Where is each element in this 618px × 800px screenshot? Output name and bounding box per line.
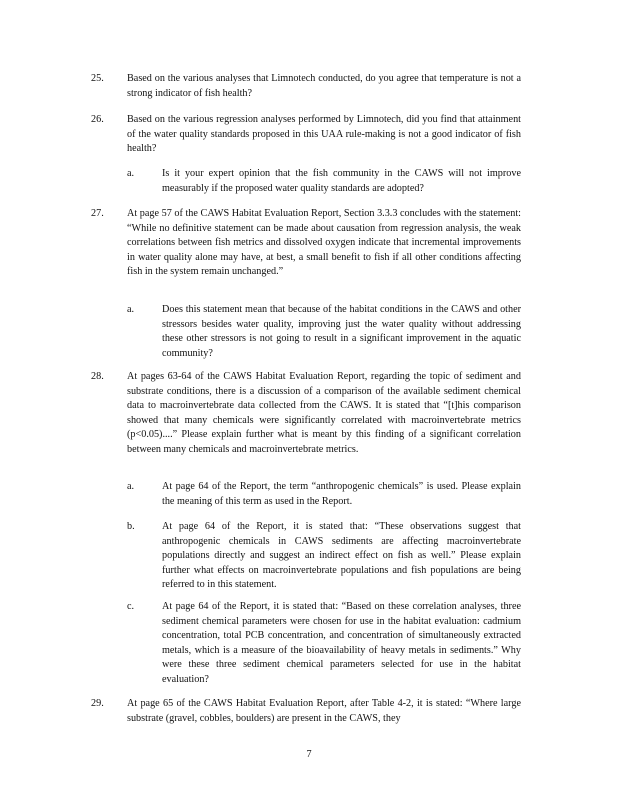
sub-question-text: At page 64 of the Report, it is stated that: “These observations suggest that anthropogenic chemicals in CAWS sediments are affecting macroinvertebrate populations directly and suggest an indirect effect on fish as well.” Please explain further what effects on macroinvertebrate populations and fish populations are being referred to in this statement. — [162, 521, 521, 590]
question-text: Based on the various regression analyses performed by Limnotech, did you find that attainment of the water quality standards proposed in this UAA rule-making is not a good indicator of fish health? — [127, 114, 521, 154]
question-number: 26. — [91, 114, 104, 125]
sub-question-text: Is it your expert opinion that the fish community in the CAWS will not improve measurably if the proposed water quality standards are adopted? — [162, 168, 521, 194]
sub-question-letter: a. — [127, 481, 135, 492]
question-27 — [91, 207, 521, 280]
question-27a — [127, 303, 521, 361]
question-number: 25. — [91, 73, 104, 84]
sub-question-letter: b. — [127, 521, 135, 532]
question-number: 27. — [91, 208, 104, 219]
sub-question-text: Does this statement mean that because of the habitat conditions in the CAWS and other stressors besides water quality, improving just the water quality without addressing these other stressors is not going to result in a significant improvement in the aquatic community? — [162, 304, 521, 359]
question-28 — [91, 370, 521, 457]
question-number: 29. — [91, 698, 104, 709]
question-29 — [91, 697, 521, 726]
sub-question-text: At page 64 of the Report, it is stated that: “Based on these correlation analyses, three sediment chemical parameters were chosen for use in the habitat evaluation: cadmium concentration, total PCB concentration, and concentration of simultaneously extracted metals, which is a measure of the bioavailability of heavy metals in sediments.” Why were these three sediment chemical parameters selected for use in the habitat evaluation? — [162, 601, 521, 685]
question-25 — [91, 72, 521, 101]
question-28c — [127, 600, 521, 687]
sub-question-letter: a. — [127, 168, 135, 179]
question-text: At page 57 of the CAWS Habitat Evaluation Report, Section 3.3.3 concludes with the statement: “While no definitive statement can be made about causation from regression analysis, the weak correlations between fish metrics and dissolved oxygen indicate that incremental improvements in water quality alone may have, at best, a small benefit to fish if all other conditions affecting fish in the system remain unchanged.” — [127, 208, 521, 277]
sub-question-letter: a. — [127, 304, 135, 315]
sub-question-letter: c. — [127, 601, 135, 612]
question-26a — [127, 167, 521, 196]
question-text: At page 65 of the CAWS Habitat Evaluation Report, after Table 4-2, it is stated: “Where large substrate (gravel, cobbles, boulders) are present in the CAWS, they — [127, 698, 521, 724]
question-28a — [127, 480, 521, 509]
page-number: 7 — [306, 749, 312, 760]
question-number: 28. — [91, 371, 104, 382]
question-text: Based on the various analyses that Limnotech conducted, do you agree that temperature is not a strong indicator of fish health? — [127, 73, 521, 99]
question-26 — [91, 113, 521, 157]
question-28b — [127, 520, 521, 593]
sub-question-text: At page 64 of the Report, the term “anthropogenic chemicals” is used. Please explain the meaning of this term as used in the Report. — [162, 481, 521, 507]
question-text: At pages 63-64 of the CAWS Habitat Evaluation Report, regarding the topic of sediment and substrate conditions, there is a discussion of a comparison of the available sediment chemical data to macroinvertebrate data collected from the CAWS. It is stated that “[t]his comparison showed that many chemicals were significantly correlated with macroinvertebrate metrics (p<0.05)....” Please explain further what is meant by this finding of a significant correlation between many chemicals and macroinvertebrate metrics. — [127, 371, 521, 455]
